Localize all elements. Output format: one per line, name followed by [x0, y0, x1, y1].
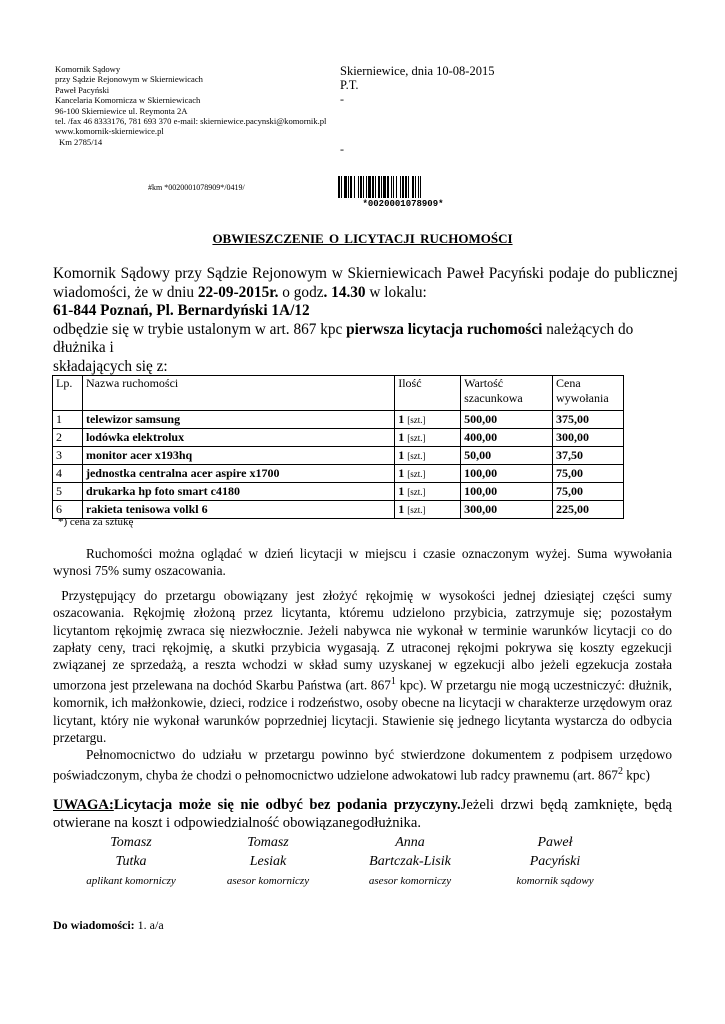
intro-line: składających się z: [53, 357, 168, 375]
warning-bold: Licytacja może się nie odbyć bez podania przyczyny. [113, 797, 461, 813]
signature-first-name: Tomasz [247, 835, 289, 850]
table-row [53, 429, 624, 447]
cell-qty: 1 [szt.] [395, 465, 461, 483]
cell-value: 100,00 [461, 483, 553, 501]
cell-value: 100,00 [461, 465, 553, 483]
intro-line: Komornik Sądowy przy Sądzie Rejonowym w Skierniewicach Paweł Pacyński podaje do publicznej [53, 265, 678, 282]
cell-value: 300,00 [461, 501, 553, 519]
intro-text: o godz [278, 283, 324, 301]
distribution-list [53, 918, 164, 933]
signature-block [61, 833, 201, 891]
cell-value: 500,00 [461, 411, 553, 429]
cell-name: lodówka elektrolux [82, 429, 394, 447]
dash-line: - [340, 92, 344, 106]
signature-role: aplikant komorniczy [86, 875, 176, 887]
paragraph-text: Ruchomości można oglądać w dzień licytacji w miejscu i czasie oznaczonym wyżej. Suma wywołania wynosi 75% sumy oszacowania. [53, 546, 672, 579]
signature-last-name: Lesiak [249, 854, 287, 869]
sender-block [55, 64, 345, 147]
cell-name: drukarka hp foto smart c4180 [82, 483, 394, 501]
sender-line: www.komornik-skierniewice.pl [55, 126, 164, 137]
header-price: Cena wywołania [553, 376, 624, 411]
table-note: *) cena za sztukę [58, 516, 134, 528]
intro-paragraph [53, 265, 678, 377]
intro-line [53, 284, 678, 303]
distribution-value: 1. a/a [134, 918, 164, 932]
power-of-attorney-text: Pełnomocnictwo do udziału w przetargu powinno być stwierdzone dokumentem z podpisem urzędowo poświadczonym, chyba że chodzi o pełnomocnictwo udzielone adwokatowi lub radcy prawnemu (art. $867^2$ kpc) [53, 747, 672, 783]
cell-qty: 1 [szt.] [395, 501, 461, 519]
recipient-block [340, 64, 494, 156]
cell-lp: 4 [53, 465, 83, 483]
warning-label: UWAGA: [53, 797, 114, 813]
intro-text: należących do dłużnika i [53, 320, 634, 357]
pt-label: P.T. [340, 78, 359, 92]
paragraph-text: Przystępujący do przetargu obowiązany jest złożyć rękojmię w wysokości jednej dziesiątej części sumy oszacowania. Rękojmię złożoną przez licytanta, któremu udzielono przybicia, zatrzymuje się; pozostałym licytantom rękojmię zwraca się niezwłocznie. Jeżeli nabywca nie wykonał w terminie warunków licytacji co do zapłaty ceny, traci rękojmię, a skutki przybicia wygasają. Z utraconej rękojmi pokrywa się koszty egzekucji związanej ze sprzedażą, a reszta wchodzi w skład sumy uzyskanej w egzekucji albo jeżeli egzekucja została umorzona jest przelewana na dochód Skarbu Państwa (art. $867^1$ kpc). W przetargu nie mogą uczestniczyć: dłużnik, komornik, ich małżonkowie, dzieci, rodzice i rodzeństwo, osoby obecne na licytacji w charakterze urzędowym oraz licytant, który nie wykonał warunków poprzedniej licytacji. Stawienie się jednego licytanta wystarcza do odbycia przetargu. [53, 588, 673, 745]
cell-lp: 3 [53, 447, 83, 465]
place-date: Skierniewice, dnia 10-08-2015 [340, 64, 495, 78]
signature-last-name: Tutka [115, 854, 147, 869]
notice-title: OBWIESZCZENIE O LICYTACJI RUCHOMOŚCI [212, 231, 513, 246]
cell-qty: 1 [szt.] [395, 411, 461, 429]
signature-first-name: Paweł [537, 835, 573, 850]
barcode-image [338, 176, 468, 207]
table-header-row [53, 376, 624, 411]
cell-price: 300,00 [553, 429, 624, 447]
table-row [53, 501, 624, 519]
cell-price: 225,00 [553, 501, 624, 519]
sender-line: Kancelaria Komornicza w Skierniewicach [55, 95, 201, 106]
cell-value: 50,00 [461, 447, 553, 465]
cell-value: 400,00 [461, 429, 553, 447]
cell-lp: 6 [53, 501, 83, 519]
superscript: 2 [617, 766, 623, 778]
sender-line: Paweł Pacyński [55, 84, 110, 95]
signature-block [485, 833, 625, 891]
sender-line: tel. /fax 46 8333176, 781 693 370 e-mail: skierniewice.pacynski@komornik.pl [55, 116, 327, 127]
auction-type: pierwsza licytacja ruchomości [346, 320, 543, 338]
superscript: 1 [390, 676, 396, 688]
cell-qty: 1 [szt.] [395, 447, 461, 465]
cell-name: jednostka centralna acer aspire x1700 [82, 465, 394, 483]
cell-lp: 2 [53, 429, 83, 447]
case-number: Km 2785/14 [59, 136, 103, 147]
cell-name: monitor acer x193hq [82, 447, 394, 465]
intro-line [53, 321, 678, 358]
signature-role: asesor komorniczy [368, 875, 452, 887]
table-row [53, 465, 624, 483]
signature-role: asesor komorniczy [226, 875, 310, 887]
dash-line: - [340, 142, 344, 156]
header-qty: Ilość [395, 376, 461, 411]
signature-first-name: Anna [395, 835, 425, 850]
auction-address: 61-844 Poznań, Pl. Bernardyński 1A/12 [53, 302, 310, 320]
cell-price: 75,00 [553, 483, 624, 501]
signature-role: komornik sądowy [516, 875, 594, 887]
intro-text: w lokalu: [365, 283, 427, 301]
cell-price: 375,00 [553, 411, 624, 429]
cell-lp: 5 [53, 483, 83, 501]
signature-last-name: Pacyński [529, 854, 581, 869]
viewing-paragraph [53, 545, 672, 580]
signature-last-name: Bartczak-Lisik [369, 854, 451, 869]
intro-text: wiadomości, że w dniu [53, 283, 198, 301]
cell-name: telewizor samsung [82, 411, 394, 429]
table-row [53, 483, 624, 501]
cell-lp: 1 [53, 411, 83, 429]
warning-paragraph [53, 796, 672, 832]
reference-number: #km *0020001078909*/0419/ [148, 183, 245, 192]
header-value: Wartość szacunkowa [461, 376, 553, 411]
distribution-label: Do wiadomości: [53, 918, 135, 932]
deposit-paragraph [53, 587, 672, 784]
items-table [52, 375, 624, 519]
intro-text: odbędzie się w trybie ustalonym w art. 867 kpc [53, 320, 347, 338]
signature-first-name: Tomasz [110, 835, 152, 850]
signature-block [340, 833, 480, 891]
cell-qty: 1 [szt.] [395, 483, 461, 501]
sender-line: Komornik Sądowy [55, 64, 121, 74]
signature-block [198, 833, 338, 891]
table-row [53, 411, 624, 429]
warning-rest: Jeżeli drzwi będą zamknięte, będą otwierane na koszt i odpowiedzialność obowiązanegodłużnika. [53, 797, 672, 831]
header-lp: Lp. [53, 376, 83, 411]
sender-line: 96-100 Skierniewice ul. Reymonta 2A [55, 105, 188, 116]
auction-date: 22-09-2015r. [197, 283, 279, 301]
barcode-text: *0020001078909* [362, 199, 444, 207]
cell-qty: 1 [szt.] [395, 429, 461, 447]
cell-name: rakieta tenisowa volkl 6 [82, 501, 394, 519]
header-name: Nazwa ruchomości [82, 376, 394, 411]
auction-time: . 14.30 [323, 283, 366, 301]
sender-line: przy Sądzie Rejonowym w Skierniewicach [55, 74, 203, 85]
cell-price: 37,50 [553, 447, 624, 465]
table-row [53, 447, 624, 465]
cell-price: 75,00 [553, 465, 624, 483]
